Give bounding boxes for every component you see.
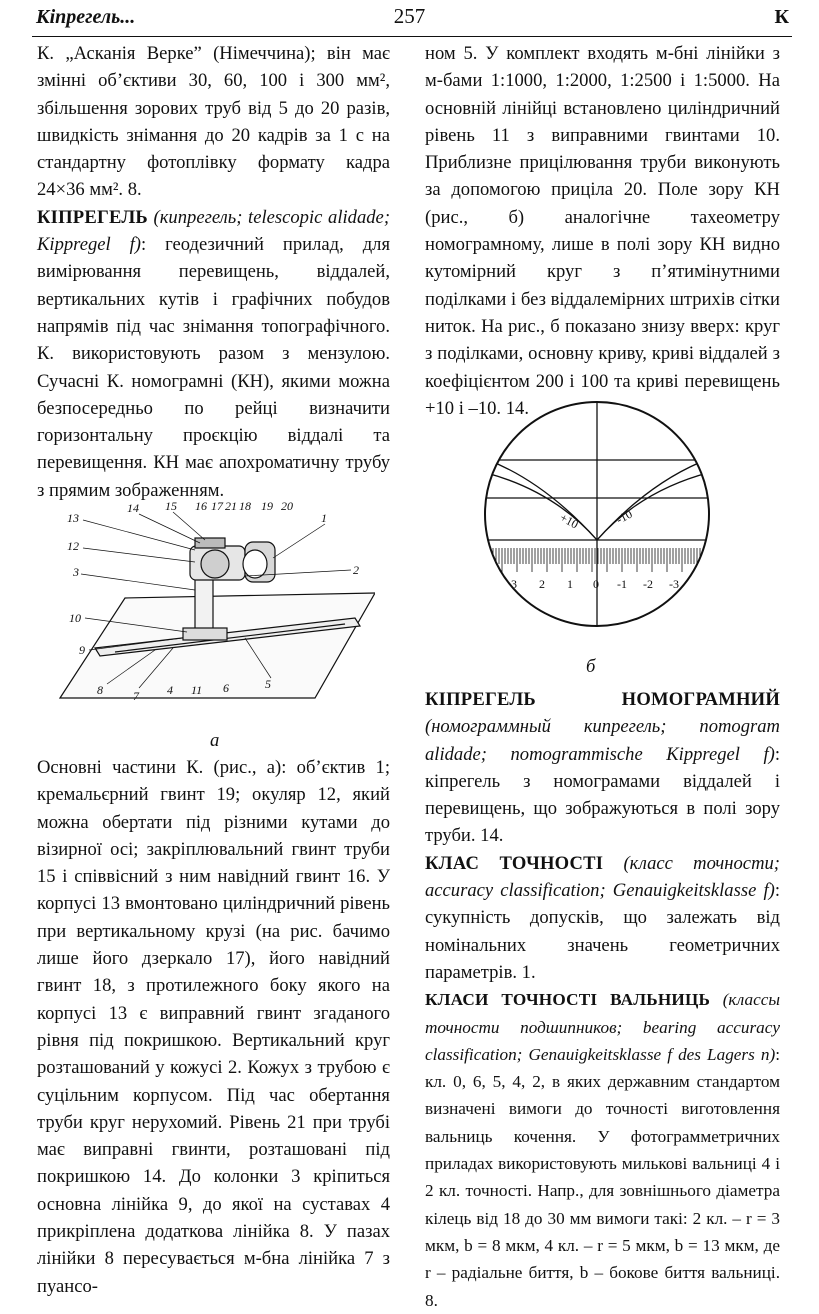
entry-translations: (номограммный кипрегель; nomogram alidade; nomogrammische Kippregel f) [425, 716, 780, 765]
label-21: 21 [225, 499, 237, 513]
scale-label: 0 [593, 577, 599, 591]
entry-term: КЛАС ТОЧНОСТІ [425, 852, 604, 874]
right-column-bottom [425, 686, 780, 1314]
entry-continuation: К. „Асканія Верке” (Німеччина); він має змінні об’єктиви 30, 60, 100 і 300 мм², збільшення зорових труб від 5 до 20 разів, швидкість знімання до 20 кадрів за 1 с на стандартну фотоплівку формату кадра 24×36 мм². 8. [37, 43, 390, 201]
entry-translations: (кипрегель; telescopic alidade; Kippregel f) [37, 206, 391, 256]
label-13: 13 [67, 511, 79, 525]
figure-a-caption: а [210, 730, 220, 751]
entry-term: КІПРЕГЕЛЬ [37, 206, 148, 228]
right-column-top [425, 40, 780, 422]
scale-label: -3 [669, 577, 679, 591]
scale-label: -2 [643, 577, 653, 591]
label-14: 14 [127, 501, 139, 515]
curve-minus10-label: -10 [613, 506, 635, 527]
scale-label: 2 [539, 577, 545, 591]
figure-b-caption: б [586, 656, 596, 677]
label-17: 17 [211, 499, 223, 513]
running-head: Кіпрегель... [36, 6, 136, 28]
entry-term: КІПРЕГЕЛЬ НОМОГРАМНИЙ [425, 689, 780, 710]
label-5: 5 [265, 677, 271, 691]
label-20: 20 [281, 499, 293, 513]
left-column-top [37, 40, 390, 504]
entry-definition: : геодезичний прилад, для вимірювання перевищень, віддалей, вертикальних кутів і графічних побудов напрямів під час знімання топографічного. К. використовують разом з мензулою. Сучасні К. номограмні (КН), якими можна безпосередньо по рейці визначити горизонтальну проєкцію віддалі та перевищення. КН має апохроматичну трубу з прямим зображенням. [37, 234, 391, 501]
page-number: 257 [393, 4, 426, 28]
label-11: 11 [191, 683, 203, 697]
label-3: 3 [73, 565, 79, 579]
entry-definition: : сукупність допусків, що залежать від номінальних значень геометричних параметрів. 1. [425, 880, 780, 983]
entry-translations: (класс точности; accuracy classification; Genauigkeitsklasse f) [425, 852, 780, 902]
entry-term: КЛАСИ ТОЧНОСТІ ВАЛЬНИЦЬ [425, 990, 711, 1010]
label-15: 15 [165, 499, 177, 513]
label-1: 1 [321, 511, 327, 525]
section-letter: К [774, 6, 789, 28]
label-2: 2 [353, 563, 359, 577]
label-9: 9 [79, 643, 85, 657]
entry-definition: : кл. 0, 6, 5, 4, 2, в яких державним стандартом визначені вимоги до точності виготовлення вальниць кочення. У фотограмметричних приладах використовують милькові вальниці 4 і 2 кл. точності. Напр., для зовнішнього діаметра кілець від 18 до 30 мм вимоги такі: 2 кл. – r = 3 мкм, b = 8 мкм, 4 кл. – r = 5 мкм, b = 13 мкм, де r – радіальне биття, b – бокове биття вальниці. 8. [425, 1044, 780, 1310]
entry-translations: (классы точности подшипников; bearing accuracy classification; Genauigkeitsklasse f des Lagers n) [425, 990, 780, 1064]
left-column-bottom [37, 754, 390, 1300]
kipregel-instrument-figure [55, 498, 375, 720]
label-18: 18 [239, 499, 251, 513]
label-16: 16 [195, 499, 207, 513]
field-of-view-figure [483, 400, 711, 628]
scale-label: 3 [511, 577, 517, 591]
header-rule [32, 36, 792, 37]
entry-bearing-classes [425, 986, 780, 1314]
scale-label: -1 [617, 577, 627, 591]
label-7: 7 [133, 689, 139, 703]
curve-plus10-label: +10 [557, 510, 581, 532]
entry-kipregel-nomogram [425, 686, 780, 850]
label-8: 8 [97, 683, 103, 697]
scale-label: 1 [567, 577, 573, 591]
entry-accuracy-class [425, 850, 780, 986]
entry-kipregel [37, 204, 390, 504]
label-12: 12 [67, 539, 79, 553]
label-10: 10 [69, 611, 81, 625]
label-19: 19 [261, 499, 273, 513]
label-4: 4 [167, 683, 173, 697]
label-6: 6 [223, 681, 229, 695]
entry-definition: : кіпрегель з номограмами віддалей і перевищень, що зображуються в полі зору труби. 14. [425, 743, 780, 847]
parts-continuation: ном 5. У комплект входять м-бні лінійки з м-бами 1:1000, 1:2000, 1:2500 і 1:5000. На основній лінійці встановлено циліндричний рівень 11 з виправними гвинтами 10. Приблизне прицілювання труби виконують за допомогою приціла 20. Поле зору КН (рис., б) аналогічне тахеометру номограмному, лише в полі зору КН видно кутомірний круг з п’ятимінутними поділками і без віддалемірних штрихів сітки ниток. На рис., б показано знизу вверх: круг з поділками, основну криву, криві віддалей з коефіцієнтом 200 і 100 та криві перевищень +10 і –10. 14. [425, 43, 780, 419]
parts-description: Основні частини К. (рис., а): об’єктив 1; кремальєрний гвинт 19; окуляр 12, який можна обертати під різними кутами до візирної осі; закріплювальний гвинт труби 15 і співвісний з ним навідний гвинт 16. У корпусі 13 вмонтовано циліндричний рівень при вертикальному крузі (на рис. бачимо лише його дзеркало 17), його навідний гвинт 18, з протилежного боку якого на корпусі 13 є виправний гвинт згаданого рівня під покришкою. Вертикальний круг розташований у кожусі 2. Кожух з трубою є суцільним корпусом. Під час обертання труби круг нерухомий. Рівень 21 при трубі має виправні гвинти, розташовані під покришкою 14. До колонки 3 кріпиться основна лінійка 9, до якої на суставах 4 прикріплена додаткова лінійка 8. У пазах лінійки 8 пересувається м-бна лінійка 7 з пуансо- [37, 757, 390, 1297]
